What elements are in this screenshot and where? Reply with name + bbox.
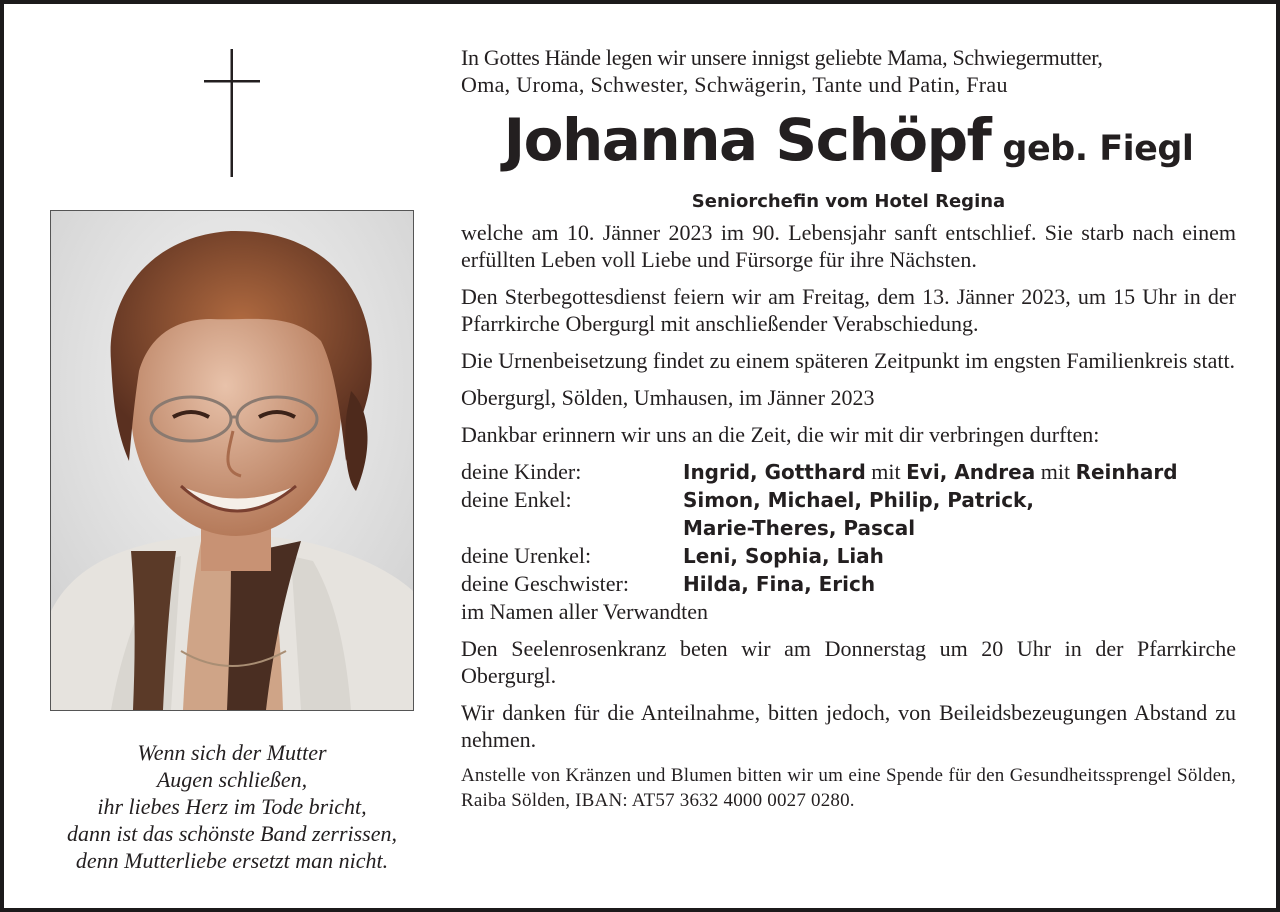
deceased-name (461, 108, 1236, 187)
family-label: deine Kinder: (461, 459, 582, 484)
poem-line: denn Mutterliebe ersetzt man nicht. (75, 848, 389, 873)
family-row-siblings (461, 570, 1236, 598)
poem-line: Augen schließen, (156, 767, 308, 792)
family-names (683, 486, 1034, 514)
family-label: deine Enkel: (461, 487, 572, 512)
family-label: deine Geschwister: (461, 571, 629, 596)
thanks-memory: Dankbar erinnern wir uns an die Zeit, die wir mit dir verbringen durften: (461, 422, 1100, 447)
donation-info: Anstelle von Kränzen und Blumen bitten wir um eine Spende für den Gesundheitssprengel Sölden, Raiba Sölden, IBAN: AT57 3632 4000 0027 0280. (461, 765, 1236, 811)
portrait-photo (50, 210, 414, 711)
mit-word: mit (1040, 459, 1071, 484)
obituary-text (461, 44, 1236, 813)
poem-line: Wenn sich der Mutter (137, 740, 327, 765)
family-names (683, 458, 1178, 486)
rosary-info: Den Seelenrosenkranz beten wir am Donnerstag um 20 Uhr in der Pfarrkirche Obergurgl. (461, 636, 1236, 688)
intro-text (461, 44, 1236, 98)
cross-icon (204, 49, 260, 177)
intro-line: Oma, Uroma, Schwester, Schwägerin, Tante und Patin, Frau (461, 72, 1008, 97)
names-children-3: Reinhard (1075, 460, 1178, 484)
poem-line: dann ist das schönste Band zerrissen, (67, 821, 397, 846)
portrait-illustration (51, 211, 413, 710)
names-grandchildren-2: Marie-Theres, Pascal (683, 516, 916, 540)
poem-line: ihr liebes Herz im Tode bricht, (97, 794, 367, 819)
mourners-list (461, 458, 1236, 625)
death-notice: welche am 10. Jänner 2023 im 90. Lebensjahr sanft entschlief. Sie starb nach einem erfüllten Leben voll Liebe und Fürsorge für ihre Nächsten. (461, 220, 1236, 272)
subtitle: Seniorchefin vom Hotel Regina (691, 191, 1006, 212)
memorial-poem (24, 739, 440, 874)
family-row-great-grandchildren (461, 542, 1236, 570)
family-row-grandchildren-cont (461, 514, 1236, 542)
funeral-service-info: Den Sterbegottesdienst feiern wir am Freitag, dem 13. Jänner 2023, um 15 Uhr in der Pfarrkirche Obergurgl mit anschließender Verabschiedung. (461, 284, 1236, 336)
family-label: deine Urenkel: (461, 543, 592, 568)
family-row-grandchildren (461, 486, 1236, 514)
mit-word: mit (871, 459, 901, 484)
names-children-2: Evi, Andrea (906, 460, 1036, 484)
family-row-children (461, 458, 1236, 486)
maiden-name: geb. Fiegl (1002, 129, 1194, 169)
place-date: Obergurgl, Sölden, Umhausen, im Jänner 2023 (461, 385, 875, 410)
urn-burial-info: Die Urnenbeisetzung findet zu einem späteren Zeitpunkt im engsten Familienkreis statt. (461, 348, 1236, 373)
names-grandchildren-1: Simon, Michael, Philip, Patrick, (683, 488, 1034, 512)
names-siblings: Hilda, Fina, Erich (683, 572, 876, 596)
names-great-grandchildren: Leni, Sophia, Liah (683, 544, 884, 568)
intro-line: In Gottes Hände legen wir unsere innigst geliebte Mama, Schwiegermutter, (461, 45, 1103, 70)
family-names (683, 514, 915, 542)
relatives-line: im Namen aller Verwandten (461, 599, 709, 624)
family-names (683, 570, 875, 598)
family-names (683, 542, 884, 570)
names-children-1: Ingrid, Gotthard (683, 460, 866, 484)
full-name: Johanna Schöpf (503, 106, 991, 174)
thanks-condolences: Wir danken für die Anteilnahme, bitten jedoch, von Beileidsbezeugungen Abstand zu nehmen. (461, 700, 1236, 752)
